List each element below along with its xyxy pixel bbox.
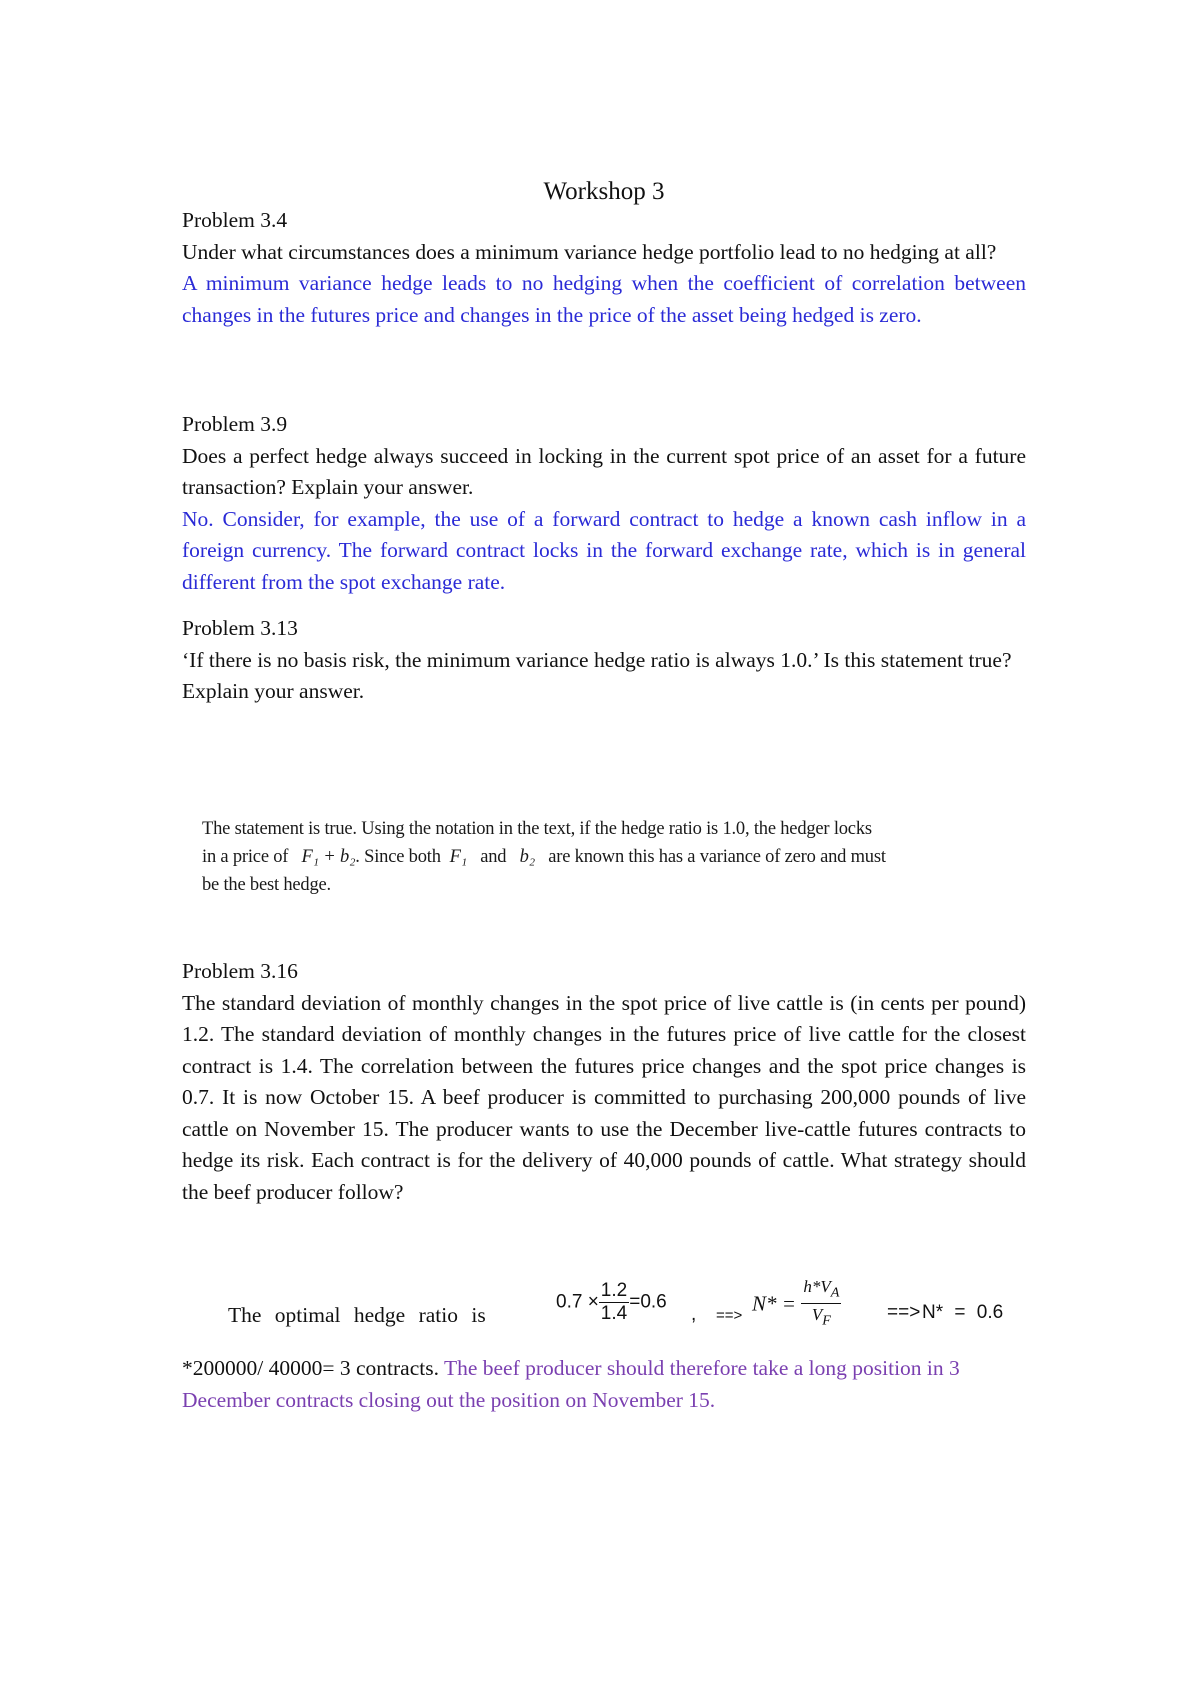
- page-title: Workshop 3: [543, 178, 665, 205]
- hedge-ratio-formula: The optimal hedge ratio is 0.7 × $\frac{1.2}{1.4}$ =0.6 , ==> N* = $\frac{h*V_A}{V_F}$ ==> N* = 0.6: [182, 1274, 1026, 1344]
- problem-heading: Problem 3.16: [182, 959, 298, 983]
- problem-answer: The beef producer should therefore take a long position in 3 December contracts closing out the position on November 15.: [182, 1356, 960, 1412]
- problem-answer: A minimum variance hedge leads to no hedging when the coefficient of correlation between changes in the futures price and changes in the price of the asset being hedged is zero.: [182, 271, 1026, 327]
- formula-expression: F₁ + b₂: [301, 847, 356, 867]
- problem-question: Does a perfect hedge always succeed in locking in the current spot price of an asset for a future transaction? Explain your answer.: [182, 443, 1026, 499]
- problem-heading: Problem 3.4: [182, 208, 288, 232]
- problem-3-4: [182, 205, 1026, 331]
- problem-3-9: [182, 409, 1026, 598]
- formula-variable: b₂: [519, 847, 535, 867]
- contracts-result: N* = 0.6: [922, 1302, 1004, 1323]
- answer-line: in a price of F₁ + b₂. Since both F₁ and b₂ are known this has a variance of zero and must: [202, 847, 886, 867]
- hedge-ratio-calc: 0.7 × $\frac{1.2}{1.4}$ =0.6: [556, 1280, 667, 1324]
- arrow: ==>: [716, 1307, 743, 1324]
- problem-question: The standard deviation of monthly changes in the spot price of live cattle is (in cents per pound) 1.2. The standard deviation of monthly changes in the futures price of live cattle for the closest contract is 1.4. The correlation between the futures price changes and the spot price changes is 0.7. It is now October 15. A beef producer is committed to purchasing 200,000 pounds of live cattle on November 15. The producer wants to use the December live-cattle futures contracts to hedge its risk. Each contract is for the delivery of 40,000 pounds of cattle. What strategy should the beef producer follow?: [182, 990, 1026, 1204]
- contracts-formula: N* = $\frac{h*V_A}{V_F}$: [752, 1277, 840, 1329]
- answer-line: be the best hedge.: [202, 875, 331, 895]
- answer-line: The statement is true. Using the notation in the text, if the hedge ratio is 1.0, the hedger locks: [202, 819, 872, 839]
- contracts-calc: *200000/ 40000= 3 contracts.: [182, 1356, 439, 1380]
- problem-question: ‘If there is no basis risk, the minimum variance hedge ratio is always 1.0.’ Is this statement true? Explain your answer.: [182, 647, 1012, 703]
- arrow: ==>: [887, 1302, 921, 1323]
- problem-3-16-answer: [182, 1353, 1026, 1416]
- problem-heading: Problem 3.13: [182, 616, 298, 640]
- problem-3-13: [182, 613, 1026, 708]
- formula-intro: The optimal hedge ratio is: [228, 1303, 486, 1327]
- problem-question: Under what circumstances does a minimum variance hedge portfolio lead to no hedging at all?: [182, 239, 997, 264]
- formula-variable: F₁: [449, 847, 467, 867]
- problem-3-16: [182, 956, 1026, 1208]
- problem-answer: No. Consider, for example, the use of a forward contract to hedge a known cash inflow in a foreign currency. The forward contract locks in the forward exchange rate, which is in general different from the spot exchange rate.: [182, 506, 1026, 594]
- problem-heading: Problem 3.9: [182, 412, 288, 436]
- problem-3-13-answer-image: [202, 815, 1032, 899]
